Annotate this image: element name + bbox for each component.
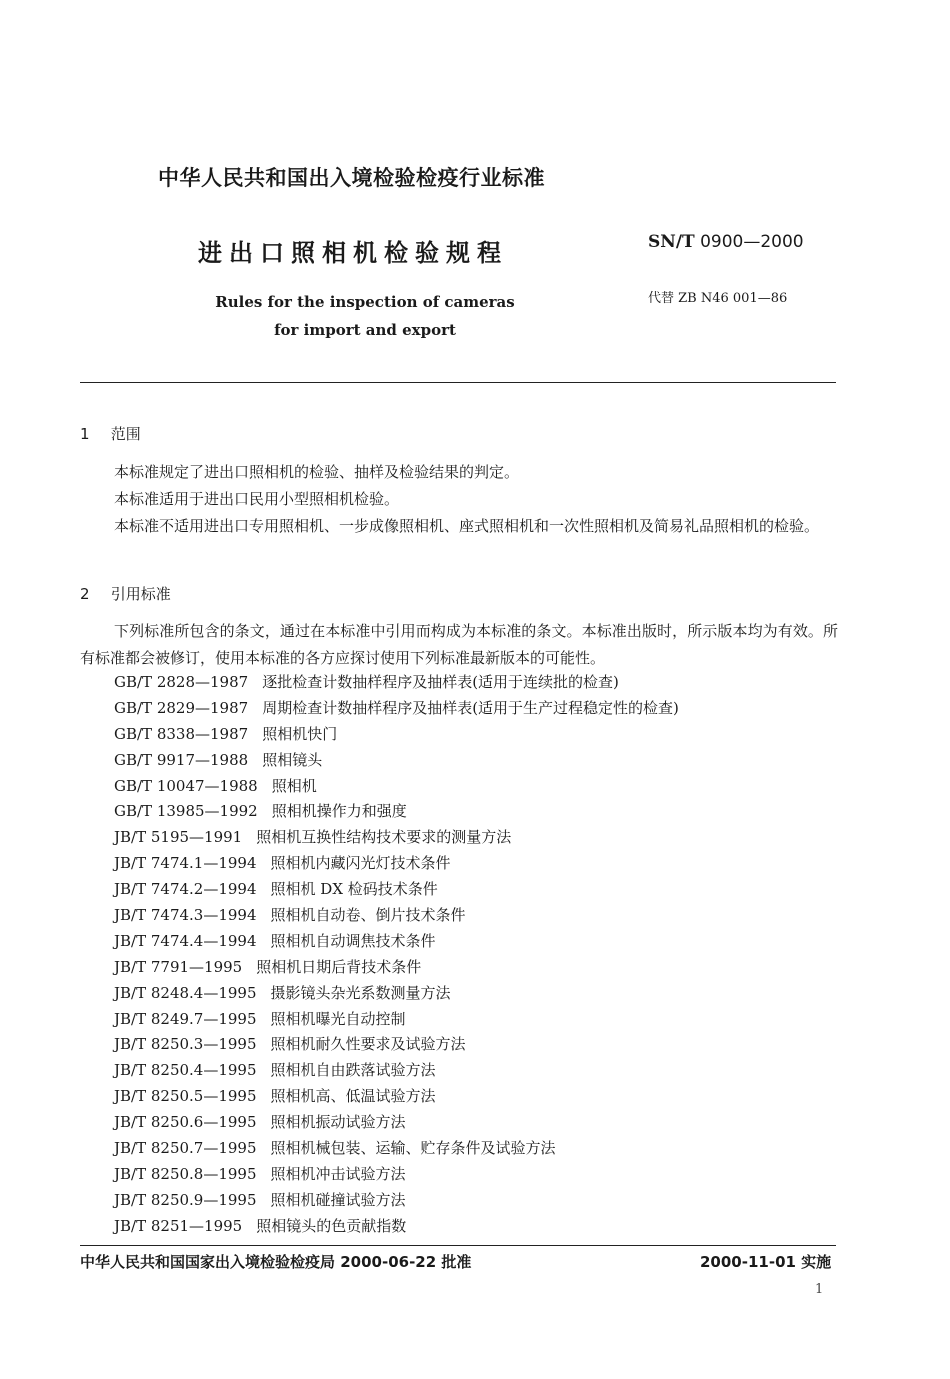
reference-code: JB/T 7474.4—1994	[114, 931, 257, 950]
reference-code: GB/T 2828—1987	[114, 673, 249, 691]
section-number: 1	[80, 425, 90, 443]
reference-code: JB/T 7474.3—1994	[114, 906, 257, 925]
effective-date: 2000-11-01 实施	[700, 1253, 832, 1271]
section-heading-scope	[80, 423, 141, 444]
list-item	[114, 1110, 679, 1136]
standard-number	[648, 232, 804, 252]
reference-code: GB/T 8338—1987	[114, 724, 249, 743]
list-item	[114, 1188, 679, 1214]
reference-code: JB/T 8250.5—1995	[114, 1087, 257, 1106]
list-item	[114, 1007, 679, 1033]
list-item	[114, 799, 679, 825]
footer-divider	[80, 1245, 836, 1246]
title-en-line-2: for import and export	[274, 321, 456, 339]
reference-title: 照相机振动试验方法	[270, 1113, 406, 1132]
header-divider	[80, 382, 836, 383]
section-number: 2	[80, 585, 90, 603]
reference-title: 照相机自动卷、倒片技术条件	[270, 906, 466, 925]
list-item	[114, 748, 679, 774]
replaces-standard: 代替 ZB N46 001—86	[648, 291, 788, 306]
reference-code: JB/T 8250.9—1995	[114, 1190, 257, 1209]
section-heading-references	[80, 583, 171, 604]
standard-prefix: SN/T	[648, 232, 695, 252]
document-title-english	[160, 288, 570, 344]
list-item	[114, 722, 679, 748]
industry-standard-title: 中华人民共和国出入境检验检疫行业标准	[158, 166, 545, 190]
reference-title: 摄影镜头杂光系数测量方法	[270, 983, 451, 1002]
reference-title: 照相机内藏闪光灯技术条件	[270, 854, 451, 873]
reference-code: GB/T 10047—1988	[114, 776, 258, 795]
list-item	[114, 1032, 679, 1058]
section-title: 引用标准	[110, 585, 171, 603]
reference-title: 照相机	[271, 776, 317, 795]
scope-paragraph-3: 本标准不适用进出口专用照相机、一步成像照相机、座式照相机和一次性照相机及简易礼品照相机的检验。	[114, 517, 820, 535]
document-title-chinese: 进出口照相机检验规程	[198, 239, 508, 267]
reference-title: 照相机快门	[262, 724, 338, 743]
reference-code: JB/T 7474.1—1994	[114, 854, 257, 873]
list-item	[114, 929, 679, 955]
reference-code: JB/T 7791—1995	[114, 957, 243, 976]
reference-code: GB/T 9917—1988	[114, 750, 249, 769]
reference-code: JB/T 8250.3—1995	[114, 1035, 257, 1054]
reference-code: JB/T 8250.8—1995	[114, 1164, 257, 1183]
reference-title: 照相机耐久性要求及试验方法	[270, 1035, 466, 1054]
reference-title: 照相镜头	[262, 750, 323, 769]
list-item	[114, 903, 679, 929]
reference-title: 照相机日期后背技术条件	[256, 957, 422, 976]
scope-paragraph-1: 本标准规定了进出口照相机的检验、抽样及检验结果的判定。	[114, 463, 520, 481]
approval-statement: 中华人民共和国国家出入境检验检疫局 2000-06-22 批准	[80, 1253, 472, 1271]
reference-title: 照相机碰撞试验方法	[270, 1190, 406, 1209]
list-item	[114, 877, 679, 903]
reference-title: 照相机自动调焦技术条件	[270, 931, 436, 950]
reference-title: 周期检查计数抽样程序及抽样表(适用于生产过程稳定性的检查)	[262, 698, 679, 717]
reference-code: GB/T 13985—1992	[114, 802, 258, 821]
list-item	[114, 696, 679, 722]
reference-code: JB/T 8250.4—1995	[114, 1061, 257, 1080]
list-item	[114, 670, 679, 696]
reference-code: JB/T 8250.6—1995	[114, 1113, 257, 1132]
list-item	[114, 981, 679, 1007]
reference-code: JB/T 8251—1995	[114, 1216, 243, 1235]
reference-title: 照相机冲击试验方法	[270, 1164, 406, 1183]
section-title: 范围	[110, 425, 141, 443]
reference-code: JB/T 8249.7—1995	[114, 1009, 257, 1028]
references-paragraph: 下列标准所包含的条文，通过在本标准中引用而构成为本标准的条文。本标准出版时，所示版本均为有效。所有标准都会被修订，使用本标准的各方应探讨使用下列标准最新版本的可能性。	[80, 622, 838, 667]
reference-title: 照相机曝光自动控制	[270, 1009, 406, 1028]
list-item	[114, 1162, 679, 1188]
reference-title: 照相机互换性结构技术要求的测量方法	[256, 828, 512, 847]
page-number: 1	[815, 1282, 824, 1297]
reference-title: 照相机自由跌落试验方法	[270, 1061, 436, 1080]
reference-code: GB/T 2829—1987	[114, 698, 249, 717]
list-item	[114, 1214, 679, 1240]
reference-title: 照相机高、低温试验方法	[270, 1087, 436, 1106]
list-item	[114, 825, 679, 851]
list-item	[114, 1136, 679, 1162]
reference-title: 逐批检查计数抽样程序及抽样表(适用于连续批的检查)	[262, 673, 619, 691]
reference-code: JB/T 8250.7—1995	[114, 1139, 257, 1158]
standard-code: 0900—2000	[700, 232, 804, 252]
list-item	[114, 851, 679, 877]
reference-title: 照相镜头的色贡献指数	[256, 1216, 407, 1235]
list-item	[114, 955, 679, 981]
reference-title: 照相机操作力和强度	[271, 802, 407, 821]
reference-code: JB/T 7474.2—1994	[114, 880, 257, 899]
scope-paragraph-2: 本标准适用于进出口民用小型照相机检验。	[114, 490, 400, 508]
reference-code: JB/T 5195—1991	[114, 828, 243, 847]
title-en-line-1: Rules for the inspection of cameras	[215, 293, 515, 311]
reference-title: 照相机械包装、运输、贮存条件及试验方法	[270, 1139, 556, 1158]
list-item	[114, 774, 679, 800]
reference-code: JB/T 8248.4—1995	[114, 983, 257, 1002]
reference-list	[114, 670, 679, 1240]
reference-title: 照相机 DX 检码技术条件	[270, 880, 438, 899]
list-item	[114, 1058, 679, 1084]
list-item	[114, 1084, 679, 1110]
